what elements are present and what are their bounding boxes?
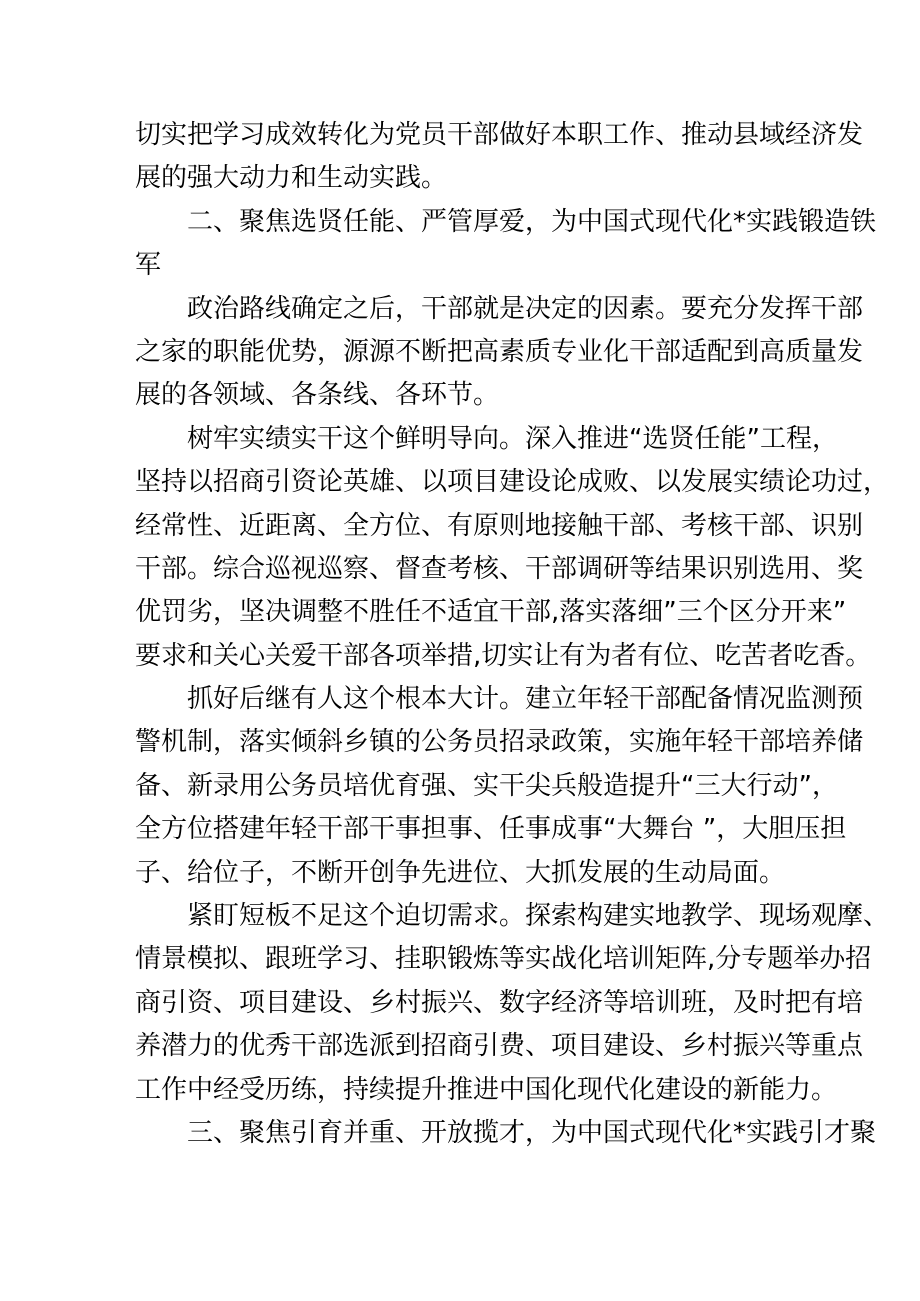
paragraph-line: 养潜力的优秀干部选派到招商引费、项目建设、乡村振兴等重点 bbox=[135, 1031, 864, 1062]
paragraph-line: 树牢实绩实干这个鲜明导向。深入推进“选贤任能”工程， bbox=[187, 423, 838, 454]
paragraph-line: 抓好后继有人这个根本大计。建立年轻干部配备情况监测预 bbox=[187, 684, 864, 715]
paragraph-line: 商引资、项目建设、乡村振兴、数字经济等培训班，及时把有培 bbox=[135, 987, 864, 1018]
paragraph-line: 子、给位子，不断开创争先进位、大抓发展的生动局面。 bbox=[135, 857, 786, 888]
paragraph-line: 经常性、近距离、全方位、有原则地接触干部、考核干部、识别 bbox=[135, 510, 864, 541]
paragraph-line: 展的强大动力和生动实践。 bbox=[135, 163, 448, 194]
paragraph-line: 之家的职能优势，源源不断把高素质专业化干部适配到高质量发 bbox=[135, 336, 864, 367]
paragraph-line: 全方位搭建年轻干部干事担事、任事成事“大舞台 ”，大胆压担 bbox=[135, 814, 847, 845]
paragraph-line: 情景模拟、跟班学习、挂职锻炼等实战化培训矩阵,分专题举办招 bbox=[135, 944, 872, 975]
paragraph-line: 警机制，落实倾斜乡镇的公务员招录政策，实施年轻干部培养储 bbox=[135, 727, 864, 758]
section-heading-line: 二、聚焦选贤任能、严管厚爱，为中国式现代化*实践锻造铁 bbox=[187, 206, 877, 237]
paragraph-line: 紧盯短板不足这个迫切需求。探索构建实地教学、现场观摩、 bbox=[187, 901, 890, 932]
paragraph-line: 切实把学习成效转化为党员干部做好本职工作、推动县域经济发 bbox=[135, 120, 864, 150]
paragraph-line: 政治路线确定之后，干部就是决定的因素。要充分发挥干部 bbox=[187, 293, 864, 324]
section-heading-line: 三、聚焦引育并重、开放揽才，为中国式现代化*实践引才聚 bbox=[187, 1117, 877, 1148]
document-body bbox=[135, 114, 890, 1155]
paragraph-line: 干部。综合巡视巡察、督查考核、干部调研等结果识别选用、奖 bbox=[135, 553, 864, 584]
paragraph-line: 要求和关心关爱干部各项举措,切实让有为者有位、吃苦者吃香。 bbox=[135, 640, 872, 671]
paragraph-line: 优罚劣，坚决调整不胜任不适宜干部,落实落细”三个区分开来” bbox=[135, 597, 847, 628]
paragraph-line: 备、新录用公务员培优育强、实干尖兵般造提升“三大行动”， bbox=[135, 770, 838, 801]
section-heading-line: 军 bbox=[135, 250, 162, 281]
paragraph-line: 工作中经受历练，持续提升推进中国化现代化建设的新能力。 bbox=[135, 1074, 838, 1105]
paragraph-line: 展的各领域、各条线、各环节。 bbox=[135, 380, 500, 411]
paragraph-line: 坚持以招商引资论英雄、以项目建设论成败、以发展实绩论功过， bbox=[135, 467, 890, 498]
